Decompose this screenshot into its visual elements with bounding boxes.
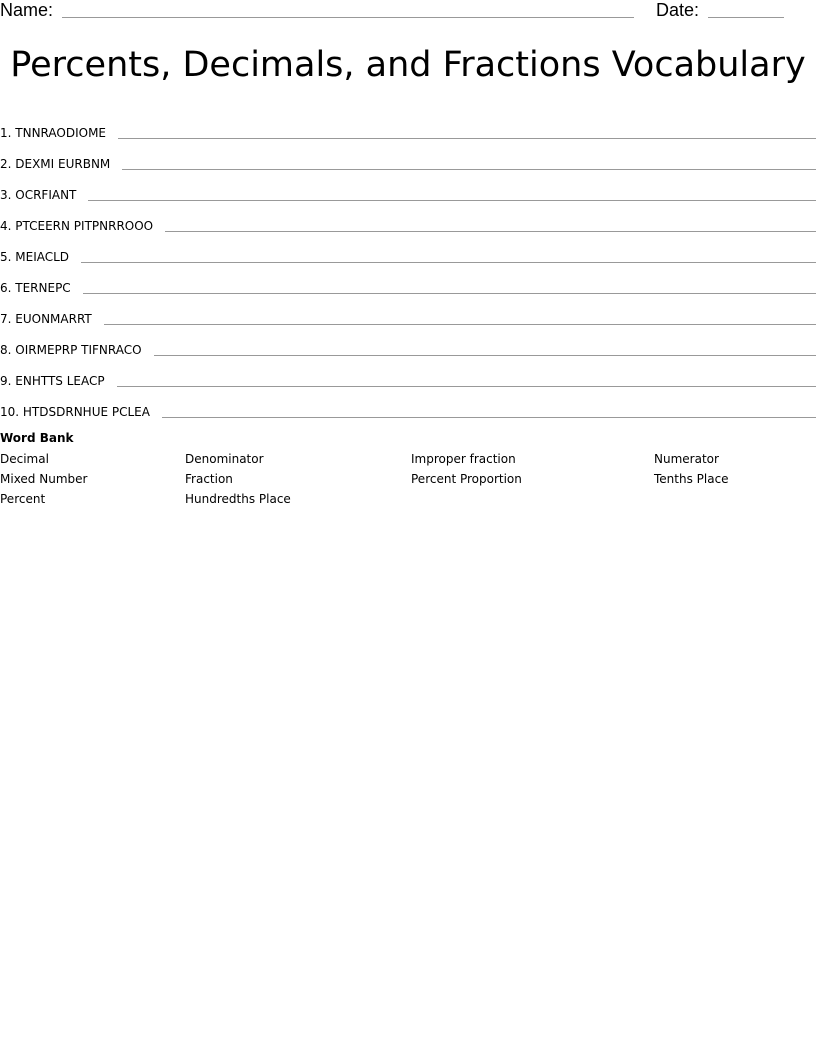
word-bank-item: Fraction [185,472,233,486]
question-text: 4. PTCEERN PITPNRROOO [0,219,154,233]
page-title: Percents, Decimals, and Fractions Vocabulary [10,45,806,85]
question-text: 7. EUONMARRT [0,312,92,326]
question-text: 8. OIRMEPRP TIFNRACO [0,343,142,357]
word-bank-item: Tenths Place [654,472,729,486]
answer-line[interactable] [88,199,816,201]
answer-line[interactable] [162,416,816,418]
word-bank [0,429,816,509]
answer-line[interactable] [122,168,816,170]
date-field[interactable] [708,17,784,18]
answer-line[interactable] [104,323,816,325]
question-row [0,328,816,359]
question-text: 1. TNNRAODIOME [0,126,107,140]
answer-line[interactable] [154,354,816,356]
question-row [0,111,816,142]
word-bank-item: Improper fraction [411,452,516,466]
answer-line[interactable] [83,292,816,294]
word-bank-item: Percent Proportion [411,472,522,486]
question-row [0,204,816,235]
answer-line[interactable] [165,230,816,232]
word-bank-item: Decimal [0,452,49,466]
word-bank-item: Mixed Number [0,472,88,486]
word-bank-item: Percent [0,492,46,506]
question-row [0,266,816,297]
answer-line[interactable] [117,385,816,387]
date-label: Date: [656,0,700,20]
word-bank-grid [0,449,816,509]
word-bank-item: Numerator [654,452,719,466]
word-bank-item: Denominator [185,452,264,466]
question-text: 10. HTDSDRNHUE PCLEA [0,405,150,419]
name-field[interactable] [62,17,634,18]
question-text: 3. OCRFIANT [0,188,77,202]
name-label: Name: [0,0,54,20]
question-row [0,297,816,328]
answer-line[interactable] [118,137,816,139]
question-row [0,173,816,204]
question-row [0,390,816,421]
word-bank-title: Word Bank [0,431,74,445]
question-list [0,111,816,421]
answer-line[interactable] [81,261,816,263]
question-text: 6. TERNEPC [0,281,71,295]
question-text: 9. ENHTTS LEACP [0,374,105,388]
question-row [0,142,816,173]
question-text: 2. DEXMI EURBNM [0,157,111,171]
question-text: 5. MEIACLD [0,250,70,264]
header [0,0,816,22]
question-row [0,359,816,390]
question-row [0,235,816,266]
word-bank-item: Hundredths Place [185,492,291,506]
